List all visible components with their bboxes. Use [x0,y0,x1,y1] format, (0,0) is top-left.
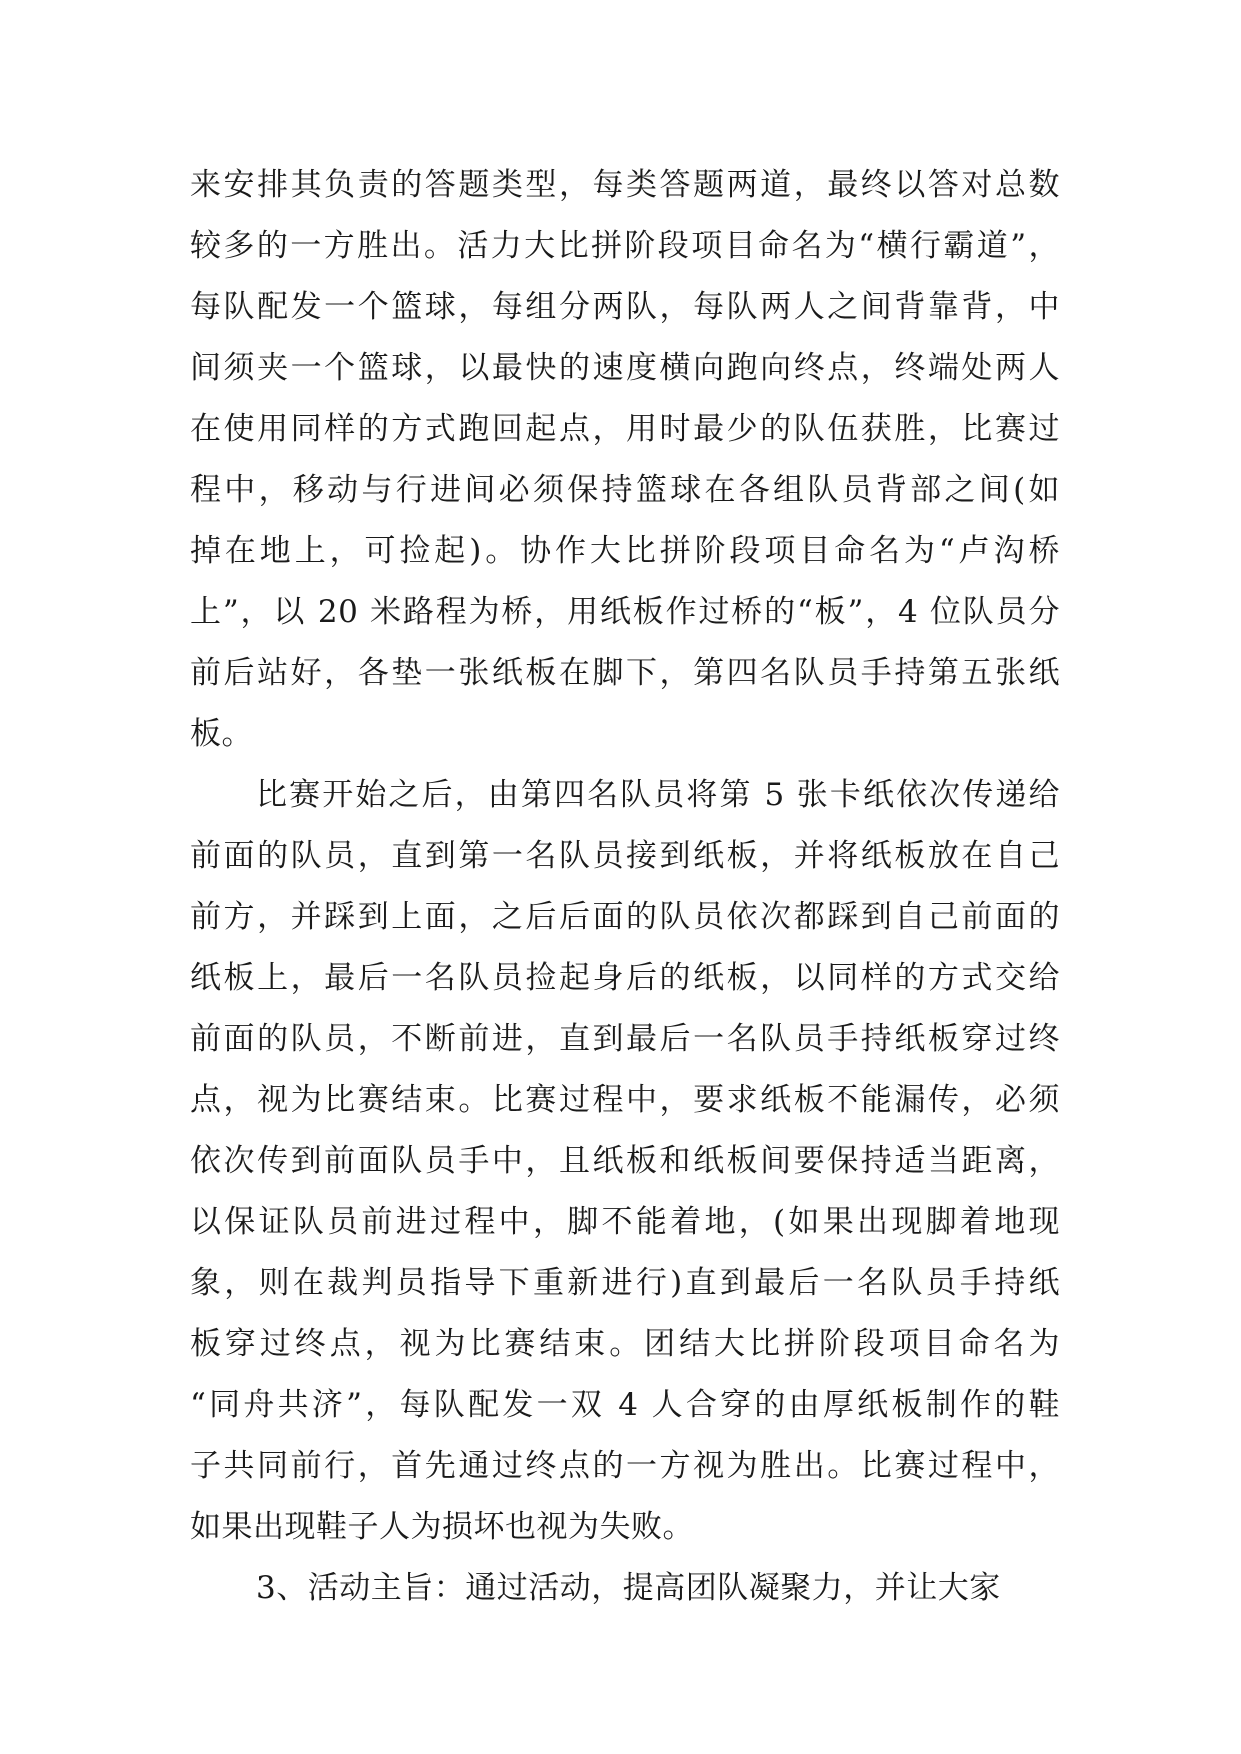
text-line: “同舟共济”，每队配发一双 4 人合穿的由厚纸板制作的鞋 [190,1387,1060,1423]
text-line: 纸板上，最后一名队员捡起身后的纸板，以同样的方式交给 [190,960,1060,996]
text-line: 程中，移动与行进间必须保持篮球在各组队员背部之间(如 [190,472,1060,508]
text-line: 前方，并踩到上面，之后后面的队员依次都踩到自己前面的 [190,899,1060,935]
text-line: 每队配发一个篮球，每组分两队，每队两人之间背靠背，中 [190,289,1060,325]
text-line: 掉在地上，可捡起)。协作大比拼阶段项目命名为“卢沟桥 [190,533,1060,569]
text-line: 前面的队员，直到第一名队员接到纸板，并将纸板放在自己 [190,838,1060,874]
text-line: 前面的队员，不断前进，直到最后一名队员手持纸板穿过终 [190,1021,1060,1057]
text-line: 子共同前行，首先通过终点的一方视为胜出。比赛过程中， [190,1448,1060,1484]
text-line: 较多的一方胜出。活力大比拼阶段项目命名为“横行霸道”， [190,228,1060,264]
text-line: 来安排其负责的答题类型，每类答题两道，最终以答对总数 [190,167,1060,203]
text-line: 比赛开始之后，由第四名队员将第 5 张卡纸依次传递给 [256,777,1060,813]
text-line: 点，视为比赛结束。比赛过程中，要求纸板不能漏传，必须 [190,1082,1060,1118]
text-line: 以保证队员前进过程中，脚不能着地，(如果出现脚着地现 [190,1204,1060,1240]
text-line: 3、活动主旨：通过活动，提高团队凝聚力，并让大家 [256,1570,1001,1606]
text-line: 前后站好，各垫一张纸板在脚下，第四名队员手持第五张纸 [190,655,1060,691]
text-line: 板。 [190,716,253,752]
text-line: 如果出现鞋子人为损坏也视为失败。 [190,1509,694,1545]
text-line: 依次传到前面队员手中，且纸板和纸板间要保持适当距离， [190,1143,1060,1179]
text-line: 在使用同样的方式跑回起点，用时最少的队伍获胜，比赛过 [190,411,1060,447]
text-line: 板穿过终点，视为比赛结束。团结大比拼阶段项目命名为 [190,1326,1060,1362]
text-line: 象，则在裁判员指导下重新进行)直到最后一名队员手持纸 [190,1265,1060,1301]
body-text [190,155,1060,1619]
text-line: 间须夹一个篮球，以最快的速度横向跑向终点，终端处两人 [190,350,1060,386]
text-line: 上”，以 20 米路程为桥，用纸板作过桥的“板”，4 位队员分 [190,594,1060,630]
